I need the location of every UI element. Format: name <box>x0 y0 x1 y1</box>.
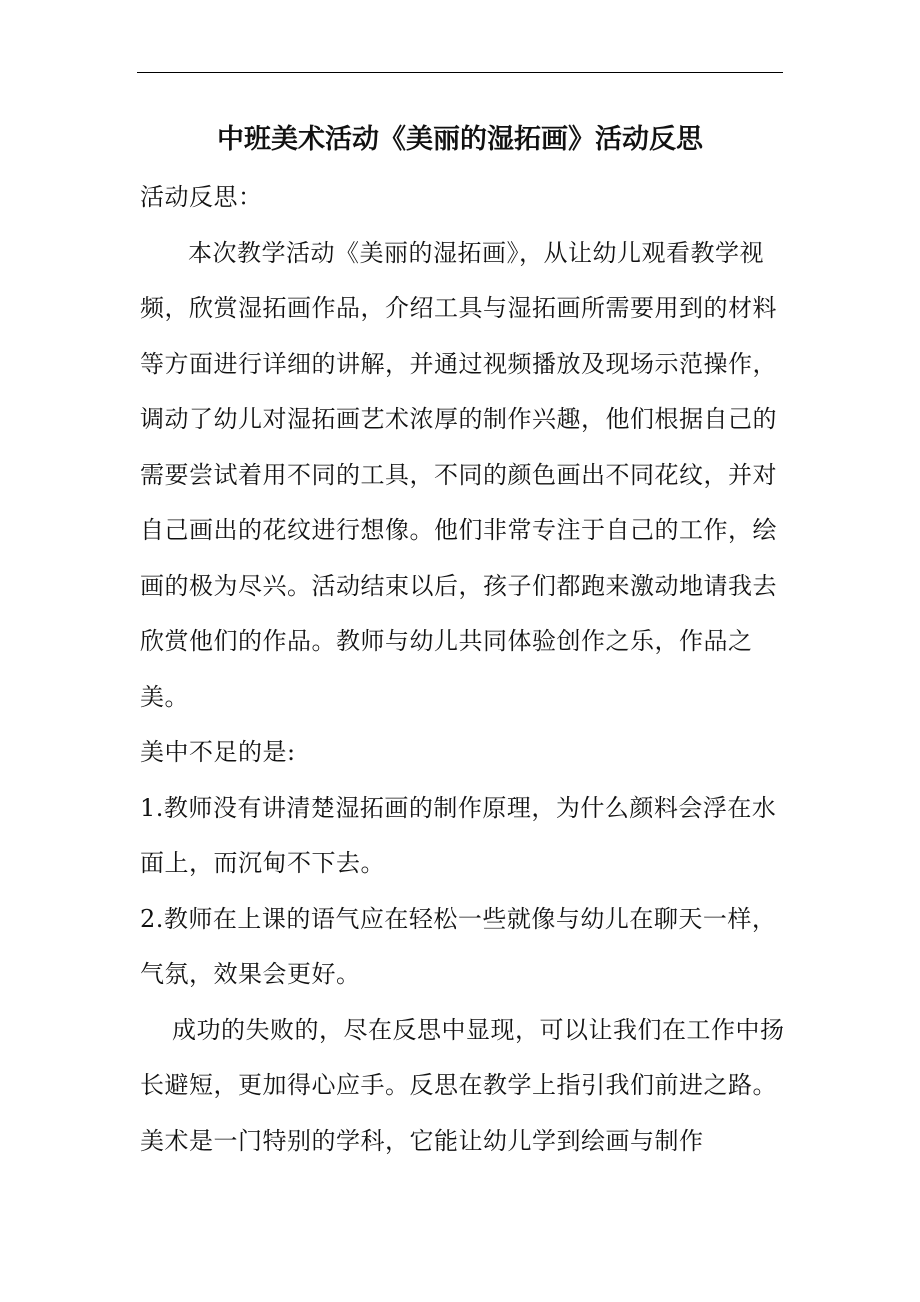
header-rule <box>137 72 783 73</box>
reflection-paragraph: 本次教学活动《美丽的湿拓画》，从让幼儿观看教学视频，欣赏湿拓画作品，介绍工具与湿拓画所需要用到的材料等方面进行详细的讲解，并通过视频播放及现场示范操作，调动了幼儿对湿拓画艺术浓厚的制作兴趣，他们根据自己的需要尝试着用不同的工具，不同的颜色画出不同花纹，并对自己画出的花纹进行想像。他们非常专注于自己的工作，绘画的极为尽兴。活动结束以后，孩子们都跑来激动地请我去欣赏他们的作品。教师与幼儿共同体验创作之乐，作品之美。 <box>140 238 777 711</box>
conclusion-paragraph: 成功的失败的，尽在反思中显现，可以让我们在工作中扬长避短，更加得心应手。反思在教学上指引我们前进之路。美术是一门特别的学科，它能让幼儿学到绘画与制作 <box>140 1015 785 1155</box>
document-body <box>140 170 788 1169</box>
shortcomings-label: 美中不足的是: <box>140 738 296 766</box>
shortcoming-item-2: 2.教师在上课的语气应在轻松一些就像与幼儿在聊天一样，气氛，效果会更好。 <box>140 904 777 988</box>
document-title: 中班美术活动《美丽的湿拓画》活动反思 <box>217 124 703 155</box>
shortcoming-item-1: 1.教师没有讲清楚湿拓画的制作原理，为什么颜料会浮在水面上，而沉甸不下去。 <box>140 793 777 877</box>
section-label: 活动反思： <box>140 183 263 211</box>
